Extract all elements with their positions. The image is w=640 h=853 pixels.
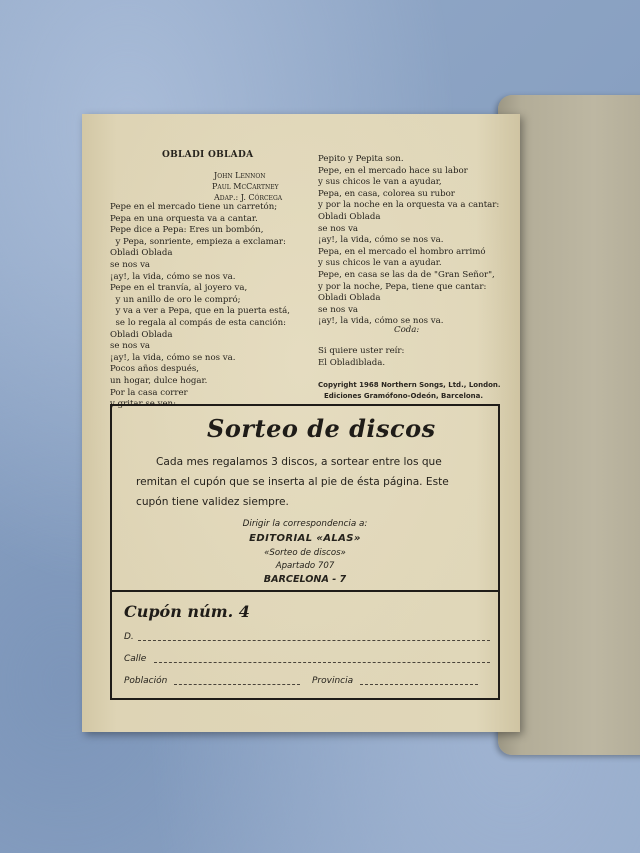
coupon-title: Cupón núm. 4: [124, 602, 250, 621]
copyright-line: Copyright 1968 Northern Songs, Ltd., London.: [318, 381, 501, 389]
lyric-line: Pepito y Pepita son.: [318, 154, 404, 164]
credit-line: John Lennon: [214, 171, 266, 180]
lyric-line: Pepa, en casa, colorea su rubor: [318, 188, 455, 199]
lyric-line: Obladi Oblada: [318, 293, 381, 304]
coda-label: Coda:: [394, 325, 420, 335]
coupon-field-town: [124, 676, 167, 686]
lyric-line: y por la noche en la orquesta va a cantar:: [318, 200, 500, 211]
coupon-field-town-line: [174, 684, 300, 685]
song-title: OBLADI OBLADA: [162, 150, 254, 160]
credit-line: Paul McCartney: [212, 182, 279, 191]
lyric-line: Pepe dice a Pepa: Eres un bombón,: [110, 225, 264, 236]
lyrics-right-column: [318, 154, 518, 328]
coupon-field-name-label: D.: [124, 632, 134, 642]
sorteo-text-line: cupón tiene validez siempre.: [136, 496, 289, 508]
lyrics-left-column: [110, 202, 310, 411]
lyric-line: Pepe, en casa se las da de "Gran Señor",: [318, 269, 495, 280]
lyric-line: Pepa en una orquesta va a cantar.: [110, 213, 258, 224]
lyric-line: se nos va: [110, 341, 151, 352]
lyric-line: se lo regala al compás de esta canción:: [110, 317, 287, 328]
coupon-field-street: [124, 654, 146, 664]
lyric-line: Pocos años después,: [110, 364, 199, 375]
sorteo-description: [136, 452, 476, 512]
lyric-line: ¡ay!, la vida, cómo se nos va.: [318, 316, 444, 327]
coupon-field-town-label: Población: [124, 676, 168, 686]
lyric-line: y va a ver a Pepa, que en la puerta está,: [110, 306, 290, 317]
lyric-line: Pepe en el tranvía, al joyero va,: [110, 283, 248, 294]
booklet-page: [82, 114, 520, 732]
lyric-line: se nos va: [318, 304, 359, 315]
copyright-notice: [318, 380, 501, 402]
coda-line: El Obladiblada.: [318, 358, 386, 368]
lyric-line: Pepa, en el mercado el hombro arrimó: [318, 246, 486, 257]
coupon-field-province-label: Provincia: [312, 676, 354, 686]
coupon-field-name: [124, 632, 134, 642]
lyric-line: Por la casa correr: [110, 387, 188, 398]
lyric-line: Obladi Oblada: [110, 329, 173, 340]
coda-lines: [318, 345, 404, 369]
lyric-line: y gritar se ven:: [110, 399, 176, 410]
lyric-line: y Pepa, sonriente, empieza a exclamar:: [110, 236, 286, 247]
lyric-line: ¡ay!, la vida, cómo se nos va.: [110, 271, 236, 282]
address-intro: Dirigir la correspondencia a:: [242, 519, 368, 529]
coupon-field-street-label: Calle: [124, 654, 147, 664]
sorteo-text-line: Cada mes regalamos 3 discos, a sortear entre los que: [156, 456, 442, 468]
sorteo-box: [110, 404, 500, 592]
lyric-line: un hogar, dulce hogar.: [110, 375, 208, 386]
lyric-line: Obladi Oblada: [318, 211, 381, 222]
coupon-box: [110, 590, 500, 700]
mailing-address: [112, 518, 498, 587]
coda-line: Si quiere uster reír:: [318, 346, 405, 356]
coupon-field-province: [312, 676, 353, 686]
lyric-line: Obladi Oblada: [110, 248, 173, 259]
lyric-line: y sus chicos le van a ayudar,: [318, 177, 442, 188]
lyric-line: se nos va: [110, 259, 151, 270]
lyric-line: Pepe, en el mercado hace su labor: [318, 165, 468, 176]
lyric-line: se nos va: [318, 223, 359, 234]
song-credits: [212, 170, 282, 203]
lyric-line: y por la noche, Pepa, tiene que cantar:: [318, 281, 487, 292]
address-editorial: EDITORIAL «ALAS»: [249, 533, 361, 544]
sorteo-title: Sorteo de discos: [207, 414, 436, 443]
coupon-field-province-line: [360, 684, 478, 685]
coupon-field-name-line: [138, 640, 490, 641]
lyric-line: y un anillo de oro le compró;: [110, 294, 241, 305]
lyric-line: ¡ay!, la vida, cómo se nos va.: [318, 235, 444, 246]
coupon-field-street-line: [154, 662, 490, 663]
sorteo-text-line: remitan el cupón que se inserta al pie de ésta página. Este: [136, 476, 449, 488]
address-reference: «Sorteo de discos»: [264, 548, 346, 558]
copyright-line: Ediciones Gramófono-Odeón, Barcelona.: [324, 392, 484, 400]
address-apartado: Apartado 707: [275, 561, 335, 571]
address-city: BARCELONA - 7: [263, 574, 347, 585]
lyric-line: y sus chicos le van a ayudar.: [318, 258, 442, 269]
lyric-line: ¡ay!, la vida, cómo se nos va.: [110, 352, 236, 363]
lyric-line: Pepe en el mercado tiene un carretón;: [110, 202, 278, 212]
credit-line: Adap.: J. Córcega: [214, 193, 283, 202]
